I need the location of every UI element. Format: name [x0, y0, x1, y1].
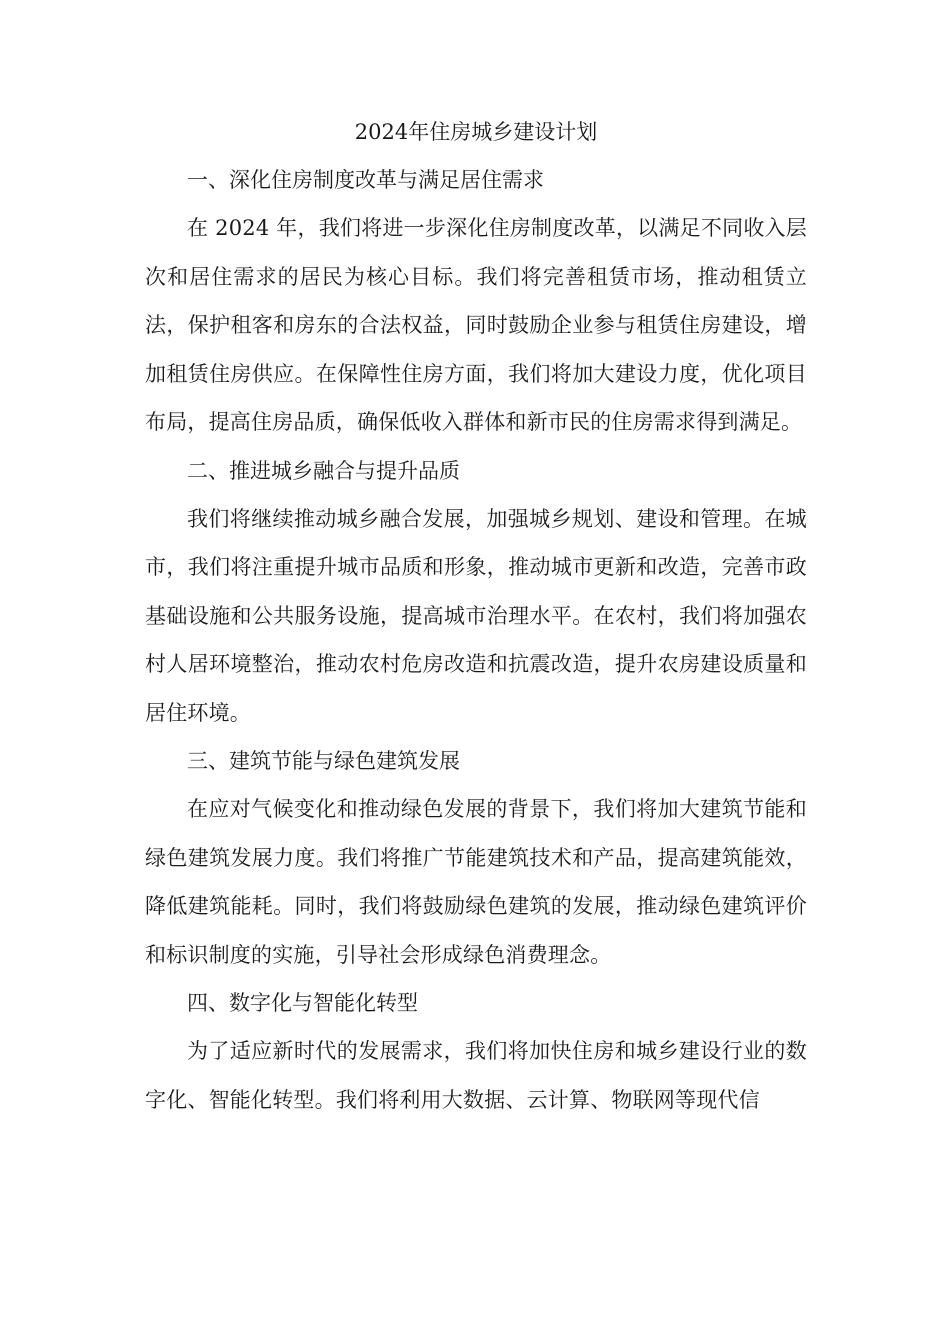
section-heading-1: 一、深化住房制度改革与满足居住需求: [187, 168, 544, 192]
document-title: 2024年住房城乡建设计划: [354, 120, 598, 144]
section-body-4: 为了适应新时代的发展需求，我们将加快住房和城乡建设行业的数字化、智能化转型。我们将利用大数据、云计算、物联网等现代信: [145, 1039, 807, 1112]
section-body-3: 在应对气候变化和推动绿色发展的背景下，我们将加大建筑节能和绿色建筑发展力度。我们将推广节能建筑技术和产品，提高建筑能效，降低建筑能耗。同时，我们将鼓励绿色建筑的发展，推动绿色建筑评价和标识制度的实施，引导社会形成绿色消费理念。: [145, 797, 807, 967]
section-heading-3: 三、建筑节能与绿色建筑发展: [187, 749, 460, 773]
section-heading-2: 二、推进城乡融合与提升品质: [187, 458, 460, 483]
section-heading-4: 四、数字化与智能化转型: [187, 991, 418, 1015]
section-body-2: 我们将继续推动城乡融合发展，加强城乡规划、建设和管理。在城市，我们将注重提升城市品质和形象，推动城市更新和改造，完善市政基础设施和公共服务设施，提高城市治理水平。在农村，我们将加强农村人居环境整治，推动农村危房改造和抗震改造，提升农房建设质量和居住环境。: [145, 506, 807, 725]
document-page: [145, 108, 807, 1124]
section-body-1: 在 2024 年，我们将进一步深化住房制度改革，以满足不同收入层次和居住需求的居民为核心目标。我们将完善租赁市场，推动租赁立法，保护租客和房东的合法权益，同时鼓励企业参与租赁住房建设，增加租赁住房供应。在保障性住房方面，我们将加大建设力度，优化项目布局，提高住房品质，确保低收入群体和新市民的住房需求得到满足。: [145, 216, 807, 434]
